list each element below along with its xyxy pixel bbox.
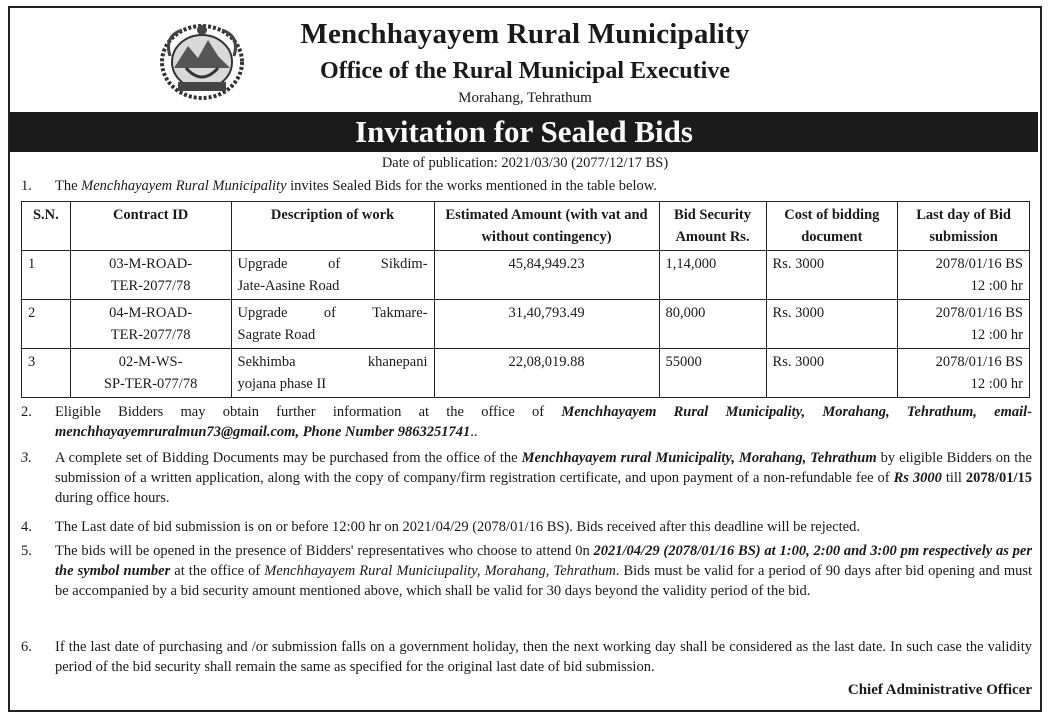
cell-cost: Rs. 3000 [766, 251, 898, 300]
text-run: till [941, 470, 966, 486]
text-run: 2021/04/29 (2078/01/16 BS) at 1:00, 2:00 and 3:00 pm respectively as per the symbol number [55, 543, 1032, 579]
paragraph-6 [21, 637, 1032, 679]
paragraph-3 [21, 448, 1032, 512]
text-run: Eligible Bidders may obtain further information at the office of [55, 404, 562, 420]
text-run: A complete set of Bidding Documents may be purchased from the office of the [55, 450, 522, 466]
paragraph-number: 5. [21, 543, 32, 559]
cell-security: 1,14,000 [659, 251, 766, 300]
paragraph-text [55, 448, 1032, 508]
column-header: Cost of bidding document [766, 202, 898, 251]
cell-contract-id [70, 349, 231, 398]
cell-line: Sekhimba khanepani [237, 354, 428, 370]
cell-line: 02-M-WS- [118, 354, 183, 370]
cell-line: Upgrade of Takmare- [237, 305, 428, 321]
header [8, 6, 1042, 108]
paragraph-text [55, 176, 1032, 196]
table-header-row [22, 202, 1030, 251]
paragraph-text [55, 402, 1032, 442]
paragraph-number: 3. [21, 450, 32, 466]
cell-sn: 2 [22, 300, 71, 349]
bids-table [21, 201, 1030, 398]
paragraph-number: 6. [21, 639, 32, 655]
cell-security: 80,000 [659, 300, 766, 349]
paragraph-5 [21, 541, 1032, 627]
cell-line: 2078/01/16 BS [935, 354, 1023, 370]
cell-line: 12 :00 hr [970, 376, 1023, 392]
cell-line: TER-2077/78 [110, 278, 191, 294]
column-header: Description of work [231, 202, 434, 251]
text-run: by eligible Bidders on the submission of a written application, along with the copy of company/firm registration certificate, and upon payment of a non-refundable fee of [55, 450, 1032, 486]
signatory: Chief Administrative Officer [847, 682, 1032, 698]
column-header: S.N. [22, 202, 71, 251]
cell-last-day [898, 300, 1030, 349]
cell-line: SP-TER-077/78 [103, 376, 198, 392]
text-run: during office hours. [55, 490, 170, 506]
cell-sn: 1 [22, 251, 71, 300]
paragraph-2 [21, 402, 1032, 444]
cell-line: 12 :00 hr [970, 278, 1023, 294]
cell-description [231, 349, 434, 398]
text-run: .. [470, 424, 478, 440]
table-row [22, 300, 1030, 349]
table-row [22, 349, 1030, 398]
cell-line: Upgrade of Sikdim- [237, 256, 428, 272]
cell-last-day [898, 349, 1030, 398]
cell-cost: Rs. 3000 [766, 349, 898, 398]
text-run: The bids will be opened in the presence of Bidders' representatives who choose to attend 0n [55, 543, 594, 559]
cell-amount: 45,84,949.23 [434, 251, 659, 300]
text-run: Menchhayayem Rural Municiupality, Morahang, Tehrathum [264, 563, 616, 579]
column-header: Estimated Amount (with vat and without contingency) [434, 202, 659, 251]
cell-security: 55000 [659, 349, 766, 398]
cell-line: Jate-Aasine Road [237, 278, 340, 294]
table-row [22, 251, 1030, 300]
text-run: . Bids must be valid for a period of 90 days after bid opening and must be accompanied by a bid security amount mentioned above, which shall be valid for 30 days beyond the validity period of the bid. [55, 563, 1033, 599]
cell-line: 2078/01/16 BS [935, 256, 1023, 272]
column-header: Bid Security Amount Rs. [659, 202, 766, 251]
text-run: at the office of [170, 563, 265, 579]
cell-cost: Rs. 3000 [766, 300, 898, 349]
cell-description [231, 251, 434, 300]
cell-line: 12 :00 hr [970, 327, 1023, 343]
cell-sn: 3 [22, 349, 71, 398]
cell-line: 2078/01/16 BS [935, 305, 1023, 321]
office-title: Office of the Rural Municipal Executive [320, 58, 730, 84]
cell-amount: 31,40,793.49 [434, 300, 659, 349]
paragraph-number: 2. [21, 404, 32, 420]
cell-description [231, 300, 434, 349]
cell-line: Sagrate Road [237, 327, 316, 343]
text-run: The [55, 178, 82, 194]
paragraph-text: If the last date of purchasing and /or submission falls on a government holiday, then the next working day shall be considered as the last date. In such case the validity period of the bid security shall remain the same as specified for the original last date of bid submission. [55, 639, 1032, 675]
paragraph-number: 1. [21, 178, 32, 194]
cell-line: TER-2077/78 [110, 327, 191, 343]
text-run: Menchhayayem Rural Municipality, Morahang, Tehrathum, email-menchhayayemruralmun73@gmail.com, Phone Number 9863251741 [55, 404, 1032, 440]
text-run: Menchhayayem rural Municipality, Morahang, Tehrathum [521, 450, 877, 466]
column-header: Last day of Bid submission [898, 202, 1030, 251]
cell-contract-id [70, 251, 231, 300]
paragraph-text [55, 541, 1032, 601]
office-address: Morahang, Tehrathum [458, 90, 592, 106]
cell-line: 04-M-ROAD- [109, 305, 193, 321]
municipality-title: Menchhayayem Rural Municipality [300, 18, 750, 50]
text-run: invites Sealed Bids for the works mentioned in the table below. [286, 178, 657, 194]
cell-line: 03-M-ROAD- [109, 256, 193, 272]
paragraph-number: 4. [21, 519, 32, 535]
paragraph-text: The Last date of bid submission is on or before 12:00 hr on 2021/04/29 (2078/01/16 BS). Bids received after this deadline will be rejected. [55, 519, 860, 535]
text-run: 2078/01/15 [965, 470, 1032, 486]
text-run: Menchhayayem Rural Municipality [81, 178, 287, 194]
publication-date: Date of publication: 2021/03/30 (2077/12/17 BS) [381, 155, 669, 171]
paragraph-4 [21, 517, 1032, 537]
notice-heading: Invitation for Sealed Bids [10, 112, 1038, 152]
text-run: Rs 3000 [893, 470, 942, 486]
cell-contract-id [70, 300, 231, 349]
cell-amount: 22,08,019.88 [434, 349, 659, 398]
column-header: Contract ID [70, 202, 231, 251]
cell-last-day [898, 251, 1030, 300]
cell-line: yojana phase II [237, 376, 327, 392]
